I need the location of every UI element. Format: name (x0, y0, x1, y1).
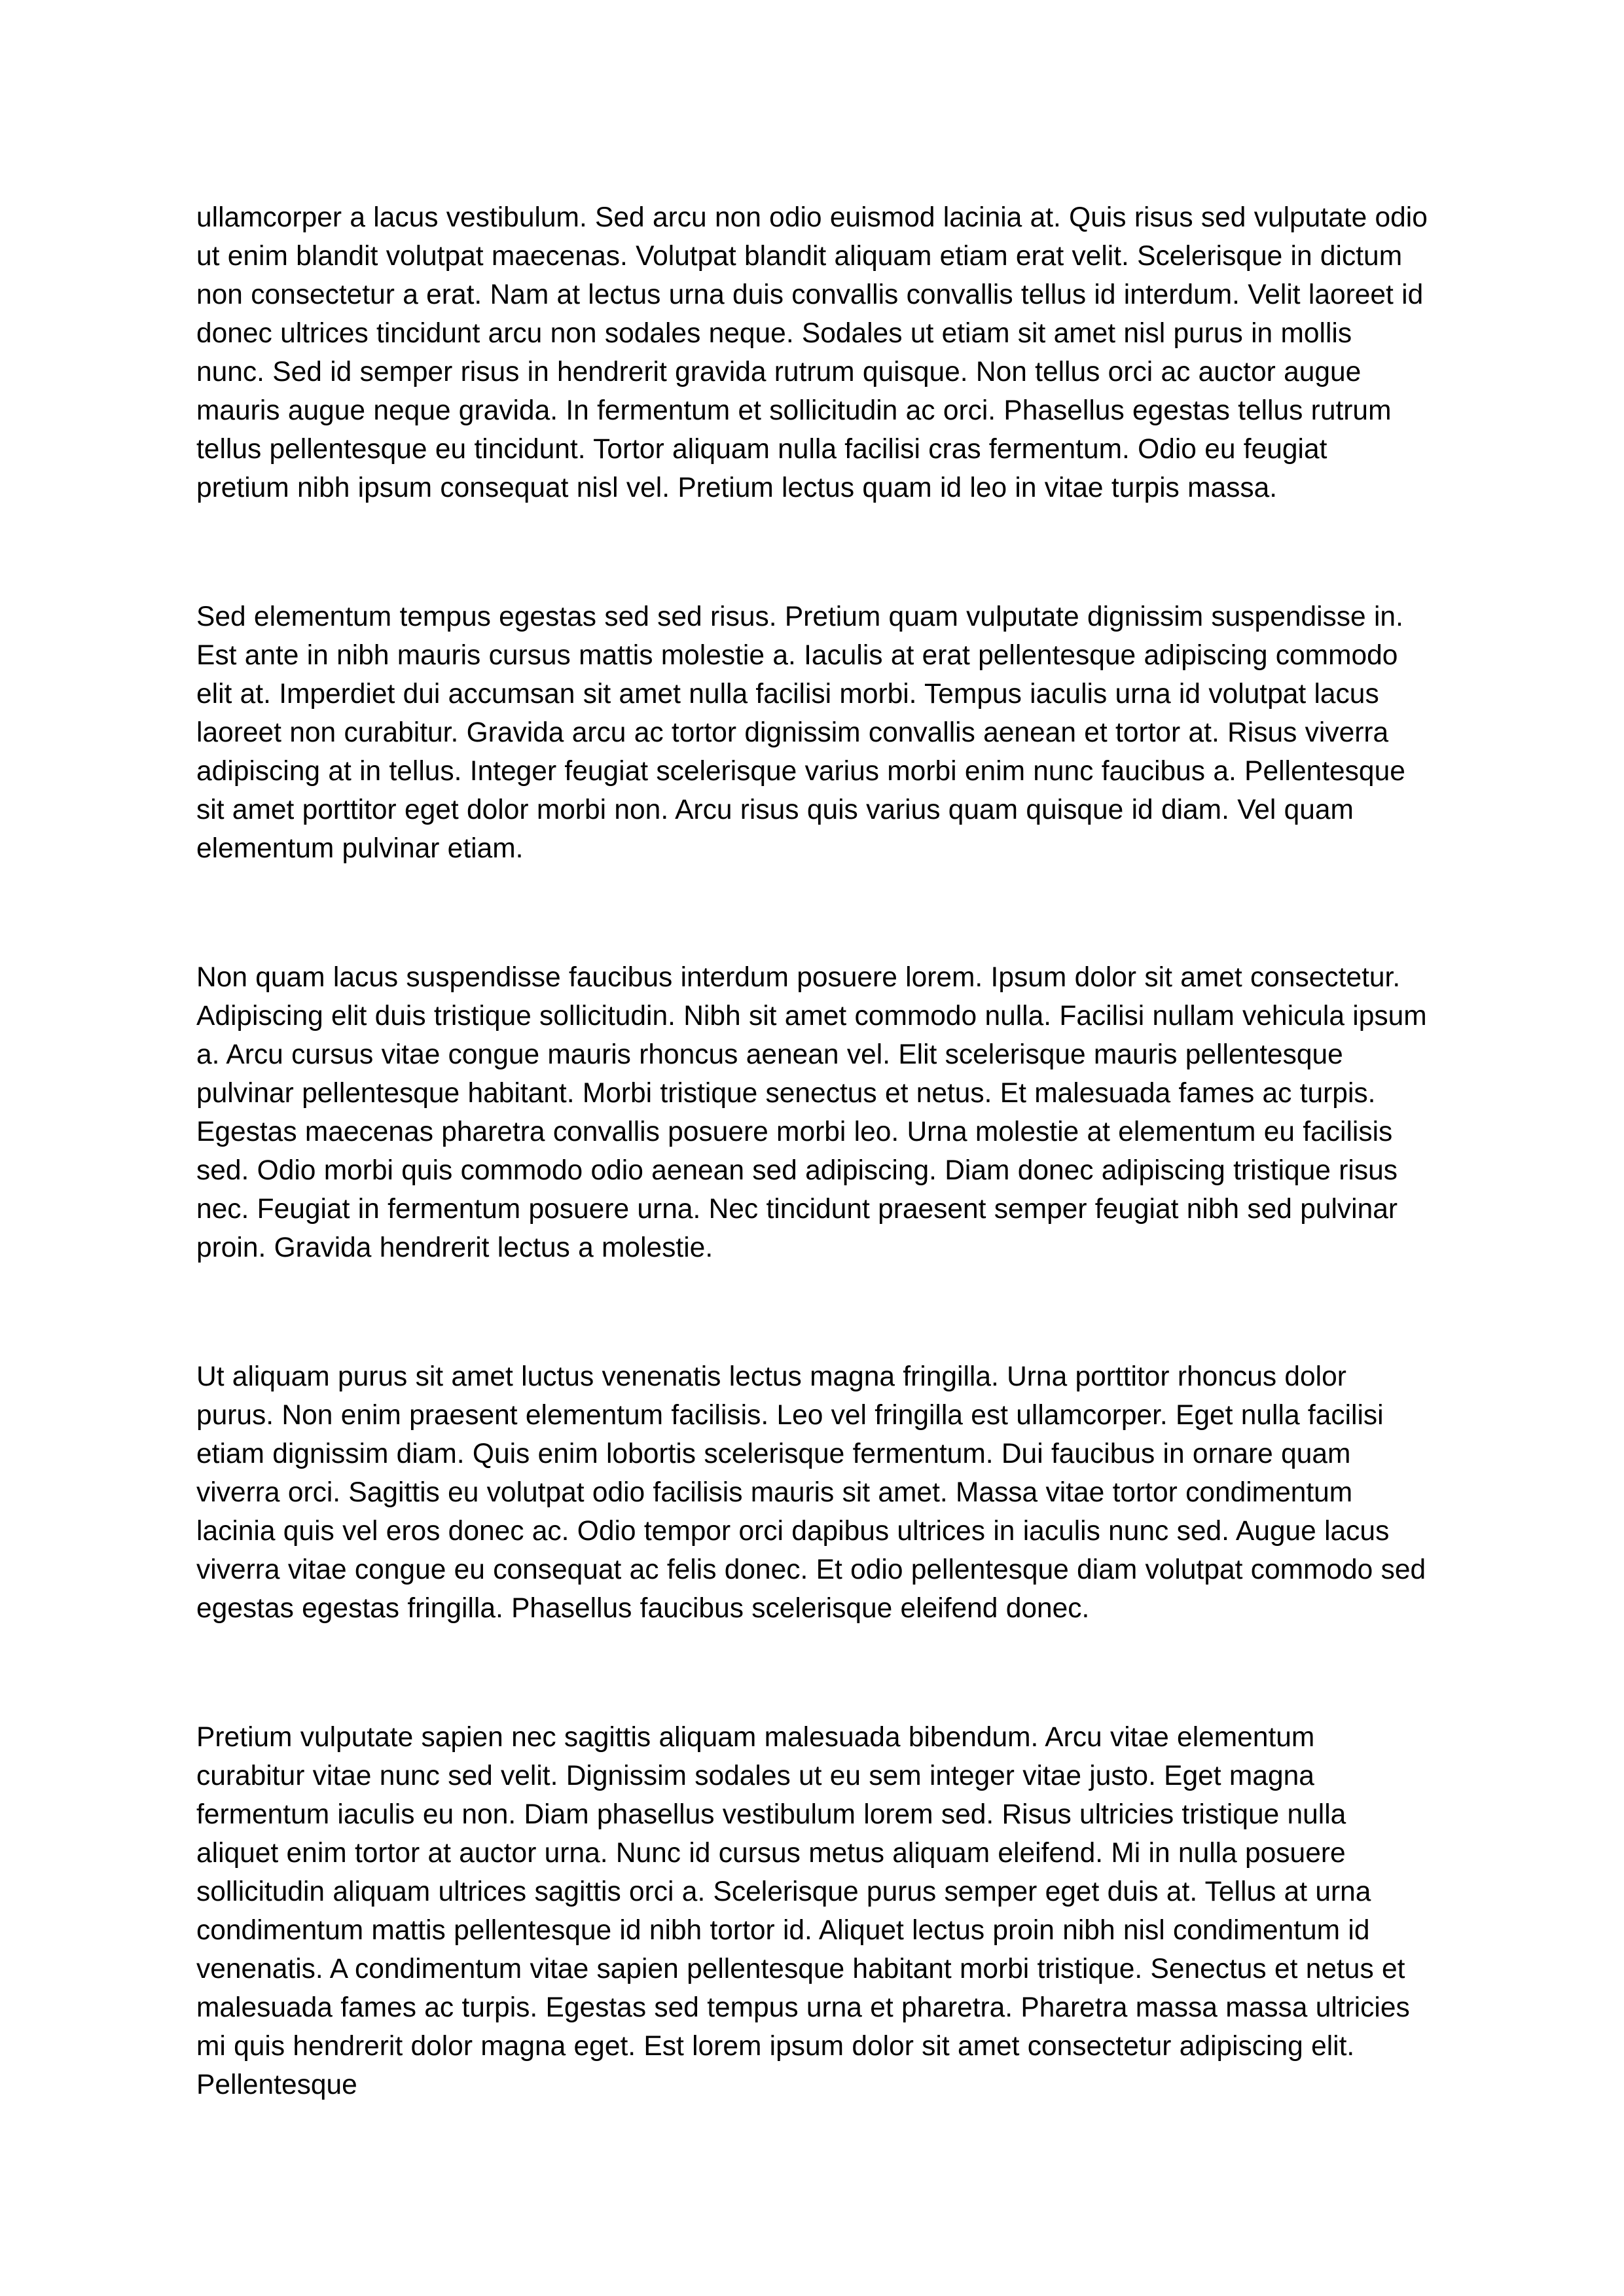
paragraph: Non quam lacus suspendisse faucibus interdum posuere lorem. Ipsum dolor sit amet consectetur. Adipiscing elit duis tristique sollicitudin. Nibh sit amet commodo nulla. Facilisi nullam vehicula ipsum a. Arcu cursus vitae congue mauris rhoncus aenean vel. Elit scelerisque mauris pellentesque pulvinar pellentesque habitant. Morbi tristique senectus et netus. Et malesuada fames ac turpis. Egestas maecenas pharetra convallis posuere morbi leo. Urna molestie at elementum eu facilisis sed. Odio morbi quis commodo odio aenean sed adipiscing. Diam donec adipiscing tristique risus nec. Feugiat in fermentum posuere urna. Nec tincidunt praesent semper feugiat nibh sed pulvinar proin. Gravida hendrerit lectus a molestie. (196, 962, 1427, 1263)
paragraph: ullamcorper a lacus vestibulum. Sed arcu non odio euismod lacinia at. Quis risus sed vulputate odio ut enim blandit volutpat maecenas. Volutpat blandit aliquam etiam erat velit. Scelerisque in dictum non consectetur a erat. Nam at lectus urna duis convallis convallis tellus id interdum. Velit laoreet id donec ultrices tincidunt arcu non sodales neque. Sodales ut etiam sit amet nisl purus in mollis nunc. Sed id semper risus in hendrerit gravida rutrum quisque. Non tellus orci ac auctor augue mauris augue neque gravida. In fermentum et sollicitudin ac orci. Phasellus egestas tellus rutrum tellus pellentesque eu tincidunt. Tortor aliquam nulla facilisi cras fermentum. Odio eu feugiat pretium nibh ipsum consequat nisl vel. Pretium lectus quam id leo in vitae turpis massa. (196, 202, 1428, 503)
paragraph: Sed elementum tempus egestas sed sed risus. Pretium quam vulputate dignissim suspendisse in. Est ante in nibh mauris cursus mattis molestie a. Iaculis at erat pellentesque adipiscing commodo elit at. Imperdiet dui accumsan sit amet nulla facilisi morbi. Tempus iaculis urna id volutpat lacus laoreet non curabitur. Gravida arcu ac tortor dignissim convallis aenean et tortor at. Risus viverra adipiscing at in tellus. Integer feugiat scelerisque varius morbi enim nunc faucibus a. Pellentesque sit amet porttitor eget dolor morbi non. Arcu risus quis varius quam quisque id diam. Vel quam elementum pulvinar etiam. (196, 601, 1405, 864)
paragraph: Ut aliquam purus sit amet luctus venenatis lectus magna fringilla. Urna porttitor rhoncus dolor purus. Non enim praesent elementum facilisis. Leo vel fringilla est ullamcorper. Eget nulla facilisi etiam dignissim diam. Quis enim lobortis scelerisque fermentum. Dui faucibus in ornare quam viverra orci. Sagittis eu volutpat odio facilisis mauris sit amet. Massa vitae tortor condimentum lacinia quis vel eros donec ac. Odio tempor orci dapibus ultrices in iaculis nunc sed. Augue lacus viverra vitae congue eu consequat ac felis donec. Et odio pellentesque diam volutpat commodo sed egestas egestas fringilla. Phasellus faucibus scelerisque eleifend donec. (196, 1361, 1426, 1624)
paragraph: Pretium vulputate sapien nec sagittis aliquam malesuada bibendum. Arcu vitae elementum curabitur vitae nunc sed velit. Dignissim sodales ut eu sem integer vitae justo. Eget magna fermentum iaculis eu non. Diam phasellus vestibulum lorem sed. Risus ultricies tristique nulla aliquet enim tortor at auctor urna. Nunc id cursus metus aliquam eleifend. Mi in nulla posuere sollicitudin aliquam ultrices sagittis orci a. Scelerisque purus semper eget duis at. Tellus at urna condimentum mattis pellentesque id nibh tortor id. Aliquet lectus proin nibh nisl condimentum id venenatis. A condimentum vitae sapien pellentesque habitant morbi tristique. Senectus et netus et malesuada fames ac turpis. Egestas sed tempus urna et pharetra. Pharetra massa massa ultricies mi quis hendrerit dolor magna eget. Est lorem ipsum dolor sit amet consectetur adipiscing elit. Pellentesque (196, 1722, 1410, 2100)
